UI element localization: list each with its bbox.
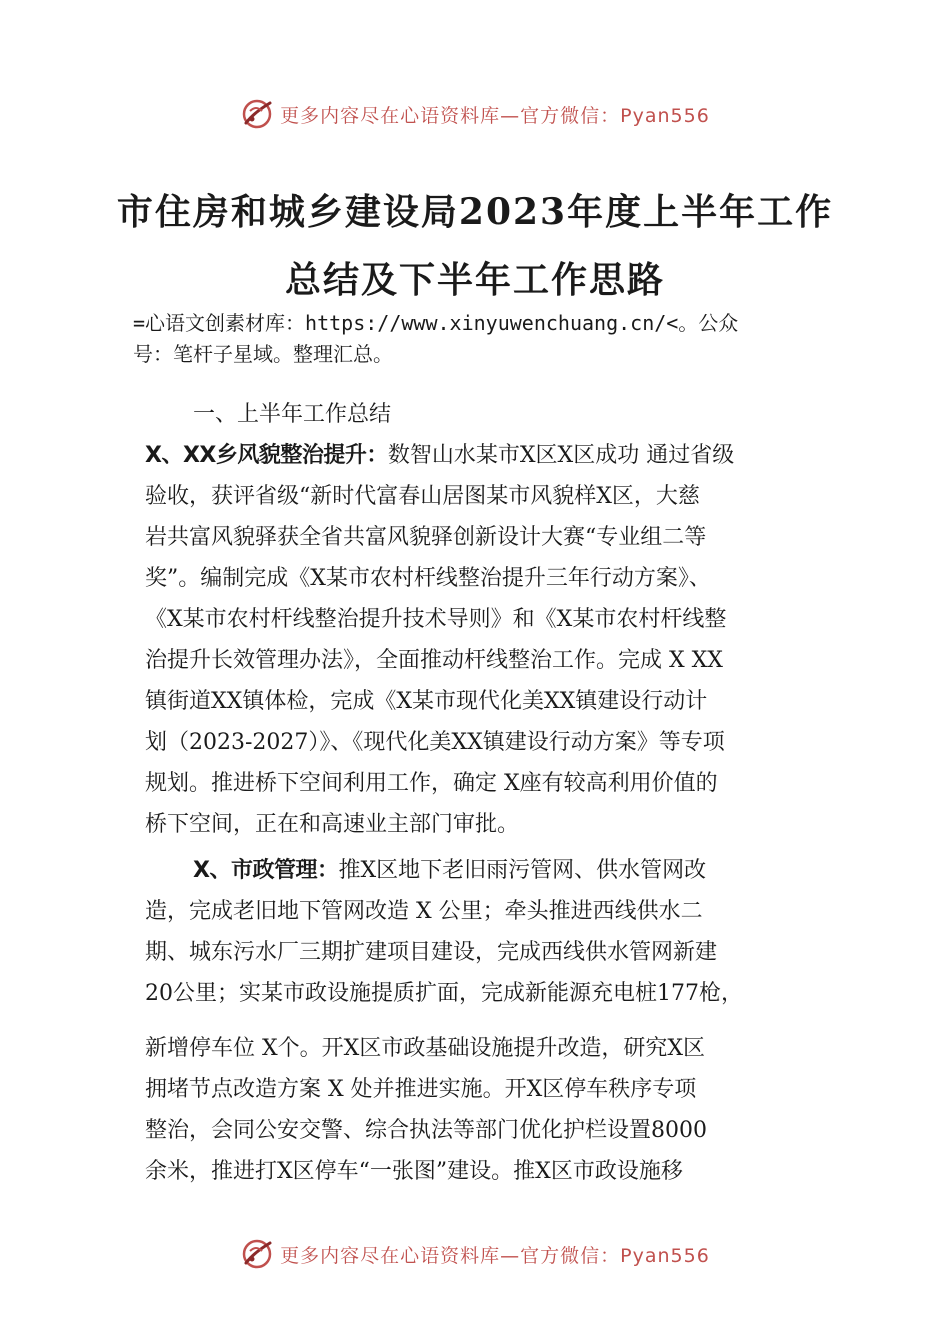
source-note-line2: 号：笔杆子星域。整理汇总。 bbox=[133, 342, 393, 366]
paragraph-text: 推X区地下老旧雨污管网、供水管网改 bbox=[338, 858, 707, 883]
paragraph-municipal-management bbox=[145, 850, 825, 1192]
paragraph-line: 规划。推进桥下空间利用工作，确定 X座有较高利用价值的 bbox=[145, 771, 718, 796]
paragraph-line: 划（2023-2027）》、《现代化美XX镇建设行动方案》等专项 bbox=[145, 730, 725, 755]
paragraph-line: 新增停车位 X个。开X区市政基础设施提升改造，研究X区 bbox=[145, 1036, 705, 1061]
paragraph-line: 镇街道XX镇体检，完成《X某市现代化美XX镇建设行动计 bbox=[145, 689, 708, 714]
document-title-line2: 总结及下半年工作思路 bbox=[284, 259, 665, 301]
paragraph-line: 桥下空间，正在和高速业主部门审批。 bbox=[145, 812, 520, 837]
document-title-line1: 市住房和城乡建设局2023年度上半年工作 bbox=[116, 191, 834, 233]
paragraph-line: 验收，获评省级“新时代富春山居图某市风貌样X区，大慈 bbox=[145, 484, 700, 509]
paragraph-text: 数智山水某市X区X区成功 通过省级 bbox=[387, 443, 735, 468]
section-heading: 一、上半年工作总结 bbox=[193, 402, 392, 427]
paragraph-lead: X、市政管理： bbox=[193, 858, 339, 883]
watermark-banner-top bbox=[0, 94, 950, 134]
paragraph-line: 岩共富风貌驿获全省共富风貌驿创新设计大赛“专业组二等 bbox=[145, 525, 707, 550]
paragraph-line: 整治，会同公安交警、综合执法等部门优化护栏设置8000 bbox=[145, 1118, 707, 1143]
paragraph-line: 造，完成老旧地下管网改造 X 公里；牵头推进西线供水二 bbox=[145, 899, 703, 924]
paragraph-line: 余米，推进打X区停车“一张图”建设。推X区市政设施移 bbox=[145, 1159, 683, 1184]
watermark-text: 更多内容尽在心语资料库—官方微信：Pyan556 bbox=[280, 104, 710, 127]
paragraph-line: 期、城东污水厂三期扩建项目建设，完成西线供水管网新建 bbox=[145, 940, 718, 965]
ink-brush-logo-icon bbox=[240, 97, 274, 131]
paragraph-line: 《X某市农村杆线整治提升技术导则》和《X某市农村杆线整 bbox=[145, 607, 727, 632]
paragraph-lead: X、XX乡风貌整治提升： bbox=[145, 443, 388, 468]
paragraph-line: 20公里；实某市政设施提质扩面，完成新能源充电桩177枪， bbox=[145, 981, 743, 1006]
source-note bbox=[133, 308, 833, 370]
source-note-line1: =心语文创素材库：https://www.xinyuwenchuang.cn/<。公众 bbox=[133, 311, 739, 335]
paragraph-line: 治提升长效管理办法》，全面推动杆线整治工作。完成 X XX bbox=[145, 648, 723, 673]
paragraph-line: 拥堵节点改造方案 X 处并推进实施。开X区停车秩序专项 bbox=[145, 1077, 697, 1102]
paragraph-line bbox=[145, 435, 825, 476]
paragraph-line bbox=[145, 850, 825, 891]
paragraph-rural-renovation bbox=[145, 435, 825, 845]
watermark-banner-bottom bbox=[0, 1234, 950, 1274]
watermark-text: 更多内容尽在心语资料库—官方微信：Pyan556 bbox=[280, 1244, 710, 1267]
paragraph-line: 奖”。编制完成《X某市农村杆线整治提升三年行动方案》、 bbox=[145, 566, 711, 591]
ink-brush-logo-icon bbox=[240, 1237, 274, 1271]
